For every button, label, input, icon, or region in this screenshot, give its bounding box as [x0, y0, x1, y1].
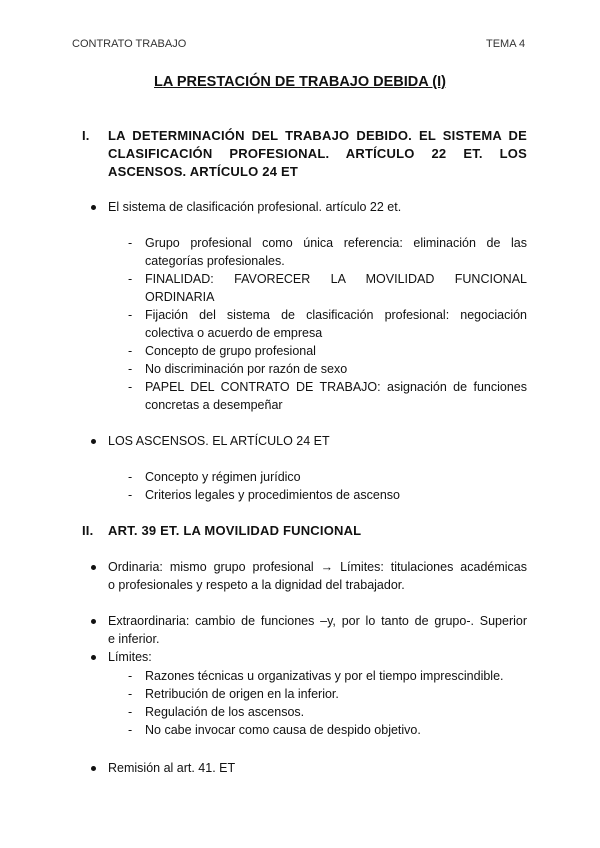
page-title: LA PRESTACIÓN DE TRABAJO DEBIDA (I) [154, 74, 446, 90]
limit-item: Razones técnicas u organizativas y por el tiempo imprescindible. [145, 669, 504, 683]
sub-item-line: ORDINARIA [145, 290, 215, 304]
dash-icon: - [128, 380, 133, 394]
bullet-icon [91, 619, 96, 624]
bullet-icon [91, 565, 96, 570]
dash-icon: - [128, 687, 133, 701]
header-right: TEMA 4 [486, 38, 526, 50]
sub-item-line: concretas a desempeñar [145, 398, 283, 412]
dash-icon: - [128, 723, 133, 737]
dash-icon: - [128, 344, 133, 358]
dash-icon: - [128, 308, 133, 322]
dash-icon: - [128, 470, 133, 484]
sub-item-line: Fijación del sistema de clasificación profesional: negociación [145, 308, 527, 322]
sub-item-line: PAPEL DEL CONTRATO DE TRABAJO: asignación de funciones [145, 380, 527, 394]
bullet-icon [91, 439, 96, 444]
section-numeral: I. [82, 128, 90, 143]
section-numeral: II. [82, 523, 94, 538]
bullet-text-line: o profesionales y respeto a la dignidad del trabajador. [108, 578, 405, 592]
bullet-icon [91, 205, 96, 210]
dash-icon: - [128, 705, 133, 719]
sub-item-line: FINALIDAD: FAVORECER LA MOVILIDAD FUNCIONAL [145, 272, 527, 286]
sub-item-line: Concepto de grupo profesional [145, 344, 316, 358]
bullet-text-line: e inferior. [108, 632, 160, 646]
bullet-text-line: Límites: [108, 650, 152, 664]
bullet-icon [91, 766, 96, 771]
bullet-text: LOS ASCENSOS. EL ARTÍCULO 24 ET [108, 434, 330, 448]
bullet-text-line: Ordinaria: mismo grupo profesional → Límites: titulaciones académicas [108, 560, 527, 574]
sub-item: Concepto y régimen jurídico [145, 470, 301, 484]
sub-item-line: No discriminación por razón de sexo [145, 362, 348, 376]
section-heading-line: LA DETERMINACIÓN DEL TRABAJO DEBIDO. EL SISTEMA DE [108, 128, 527, 143]
limit-item: Retribución de origen en la inferior. [145, 687, 339, 701]
bullet-text-line: Extraordinaria: cambio de funciones –y, por lo tanto de grupo-. Superior [108, 614, 527, 628]
sub-item-line: Grupo profesional como única referencia: eliminación de las [145, 236, 527, 250]
limit-item: Regulación de los ascensos. [145, 705, 305, 719]
section-heading: ART. 39 ET. LA MOVILIDAD FUNCIONAL [108, 523, 362, 538]
bullet-text: El sistema de clasificación profesional. artículo 22 et. [108, 200, 402, 214]
bullet-icon [91, 655, 96, 660]
dash-icon: - [128, 362, 133, 376]
limit-item: No cabe invocar como causa de despido objetivo. [145, 723, 421, 737]
dash-icon: - [128, 488, 133, 502]
sub-item-line: colectiva o acuerdo de empresa [145, 326, 323, 340]
bullet-text: Remisión al art. 41. ET [108, 761, 236, 775]
sub-item-line: categorías profesionales. [145, 254, 285, 268]
dash-icon: - [128, 669, 133, 683]
sub-item: Criterios legales y procedimientos de ascenso [145, 488, 400, 502]
dash-icon: - [128, 272, 133, 286]
header-left: CONTRATO TRABAJO [72, 38, 187, 50]
dash-icon: - [128, 236, 133, 250]
section-heading-line: ASCENSOS. ARTÍCULO 24 ET [108, 164, 298, 179]
section-heading-line: CLASIFICACIÓN PROFESIONAL. ARTÍCULO 22 ET. LOS [108, 146, 527, 161]
